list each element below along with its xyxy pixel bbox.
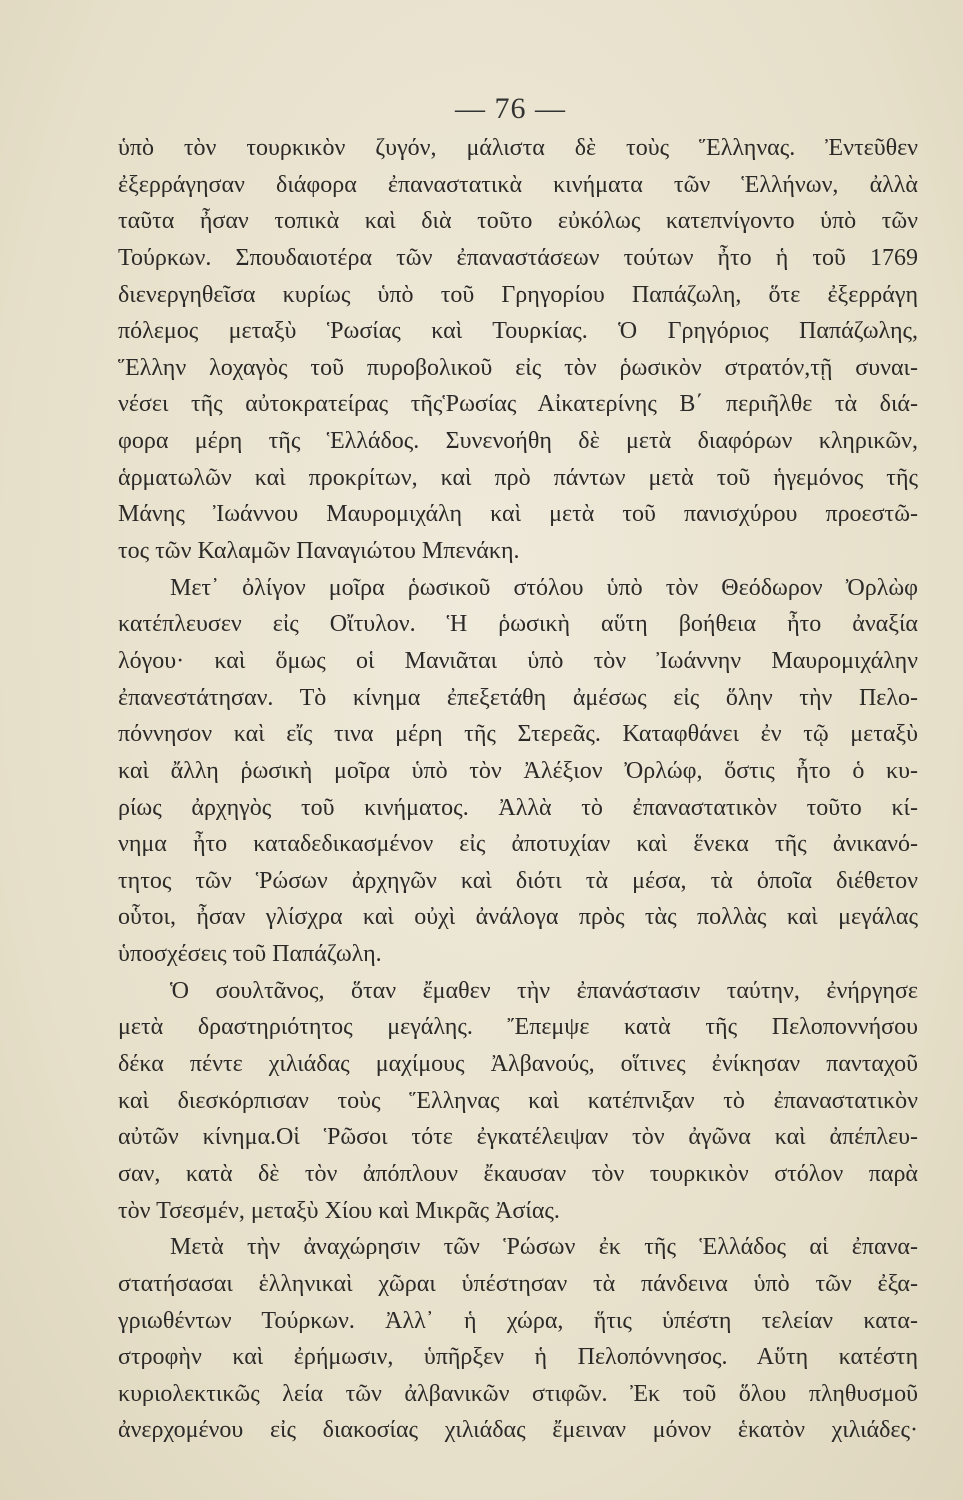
text-line: Ὁ σουλτᾶνος, ὅταν ἔμαθεν τὴν ἐπανάστασιν ταύτην, ἐνήργησε bbox=[170, 977, 918, 1004]
text-line: διενεργηθεῖσα κυρίως ὑπὸ τοῦ Γρηγορίου Παπάζωλη, ὅτε ἐξερράγη bbox=[118, 281, 918, 308]
page-number: — 76 — bbox=[455, 92, 566, 125]
text-line: νέσει τῆς αὐτοκρατείρας τῆςῬωσίας Αἰκατερίνης Β΄ περιῆλθε τὰ διά- bbox=[118, 391, 918, 418]
text-line: γριωθέντων Τούρκων. Ἀλλ᾽ ἡ χώρα, ἥτις ὑπέστη τελείαν κατα- bbox=[118, 1307, 918, 1334]
text-line: Τούρκων. Σπουδαιοτέρα τῶν ἐπαναστάσεων τούτων ἦτο ἡ τοῦ 1769 bbox=[118, 244, 918, 271]
text-line: τος τῶν Καλαμῶν Παναγιώτου Μπενάκη. bbox=[118, 538, 520, 565]
text-line: ἐπανεστάτησαν. Τὸ κίνημα ἐπεξετάθη ἀμέσως εἰς ὅλην τὴν Πελο- bbox=[118, 684, 918, 711]
text-line: Μετὰ τὴν ἀναχώρησιν τῶν Ῥώσων ἐκ τῆς Ἑλλάδος αἱ ἐπανα- bbox=[170, 1234, 918, 1261]
text-line: λόγου· καὶ ὅμως οἱ Μανιᾶται ὑπὸ τὸν Ἰωάννην Μαυρομιχάλην bbox=[118, 647, 918, 674]
text-line: ὑπὸ τὸν τουρκικὸν ζυγόν, μάλιστα δὲ τοὺς Ἕλληνας. Ἐντεῦθεν bbox=[118, 135, 918, 161]
text-line: σαν, κατὰ δὲ τὸν ἀπόπλουν ἔκαυσαν τὸν τουρκικὸν στόλον παρὰ bbox=[118, 1160, 918, 1187]
text-line: ἀνερχομένου εἰς διακοσίας χιλιάδας ἔμειναν μόνον ἑκατὸν χιλιάδες· bbox=[118, 1417, 918, 1444]
text-line: μετὰ δραστηριότητος μεγάλης. Ἔπεμψε κατὰ τῆς Πελοποννήσου bbox=[118, 1014, 918, 1041]
text-line: καὶ διεσκόρπισαν τοὺς Ἕλληνας καὶ κατέπνιξαν τὸ ἐπαναστατικὸν bbox=[118, 1087, 918, 1114]
body-text bbox=[118, 130, 918, 1449]
text-line: τὸν Τσεσμέν, μεταξὺ Χίου καὶ Μικρᾶς Ἀσίας. bbox=[118, 1197, 560, 1224]
text-line: ἁρματωλῶν καὶ προκρίτων, καὶ πρὸ πάντων μετὰ τοῦ ἡγεμόνος τῆς bbox=[118, 464, 918, 491]
text-line: πόλεμος μεταξὺ Ῥωσίας καὶ Τουρκίας. Ὁ Γρηγόριος Παπάζωλης, bbox=[118, 318, 918, 345]
text-line: δέκα πέντε χιλιάδας μαχίμους Ἀλβανούς, οἵτινες ἐνίκησαν πανταχοῦ bbox=[118, 1051, 918, 1078]
text-line: Μάνης Ἰωάννου Μαυρομιχάλη καὶ μετὰ τοῦ πανισχύρου προεστῶ- bbox=[118, 501, 918, 528]
text-line: πόννησον καὶ εἴς τινα μέρη τῆς Στερεᾶς. Καταφθάνει ἐν τῷ μεταξὺ bbox=[118, 721, 918, 748]
text-line: οὗτοι, ἦσαν γλίσχρα καὶ οὐχὶ ἀνάλογα πρὸς τὰς πολλὰς καὶ μεγάλας bbox=[118, 904, 918, 931]
text-line: αὐτῶν κίνημα.Οἱ Ῥῶσοι τότε ἐγκατέλειψαν τὸν ἀγῶνα καὶ ἀπέπλευ- bbox=[118, 1124, 918, 1151]
text-line: ταῦτα ἦσαν τοπικὰ καὶ διὰ τοῦτο εὐκόλως κατεπνίγοντο ὑπὸ τῶν bbox=[118, 208, 918, 235]
text-line: ρίως ἀρχηγὸς τοῦ κινήματος. Ἀλλὰ τὸ ἐπαναστατικὸν τοῦτο κί- bbox=[118, 794, 918, 821]
text-line: στροφὴν καὶ ἐρήμωσιν, ὑπῆρξεν ἡ Πελοπόννησος. Αὕτη κατέστη bbox=[118, 1344, 918, 1371]
text-line: τητος τῶν Ῥώσων ἀρχηγῶν καὶ διότι τὰ μέσα, τὰ ὁποῖα διέθετον bbox=[118, 867, 918, 894]
text-line: κυριολεκτικῶς λεία τῶν ἀλβανικῶν στιφῶν. Ἐκ τοῦ ὅλου πληθυσμοῦ bbox=[118, 1380, 918, 1407]
text-line: κατέπλευσεν εἰς Οἴτυλον. Ἡ ῥωσικὴ αὕτη βοήθεια ἦτο ἀναξία bbox=[118, 611, 918, 638]
text-line: Ἕλλην λοχαγὸς τοῦ πυροβολικοῦ εἰς τὸν ῥωσικὸν στρατόν,τῇ συναι- bbox=[118, 354, 918, 381]
text-line: νημα ἦτο καταδεδικασμένον εἰς ἀποτυχίαν καὶ ἕνεκα τῆς ἀνικανό- bbox=[118, 831, 918, 858]
text-line: φορα μέρη τῆς Ἑλλάδος. Συνενοήθη δὲ μετὰ διαφόρων κληρικῶν, bbox=[118, 428, 918, 455]
text-line: στατήσασαι ἑλληνικαὶ χῶραι ὑπέστησαν τὰ πάνδεινα ὑπὸ τῶν ἐξα- bbox=[118, 1270, 918, 1297]
text-line: Μετ᾽ ὀλίγον μοῖρα ῥωσικοῦ στόλου ὑπὸ τὸν Θεόδωρον Ὀρλὼφ bbox=[170, 574, 918, 601]
text-line: καὶ ἄλλη ῥωσικὴ μοῖρα ὑπὸ τὸν Ἀλέξιον Ὀρλώφ, ὅστις ἦτο ὁ κυ- bbox=[118, 757, 918, 784]
text-line: ὑποσχέσεις τοῦ Παπάζωλη. bbox=[118, 941, 382, 968]
text-line: ἐξερράγησαν διάφορα ἐπαναστατικὰ κινήματα τῶν Ἑλλήνων, ἀλλὰ bbox=[118, 171, 918, 198]
